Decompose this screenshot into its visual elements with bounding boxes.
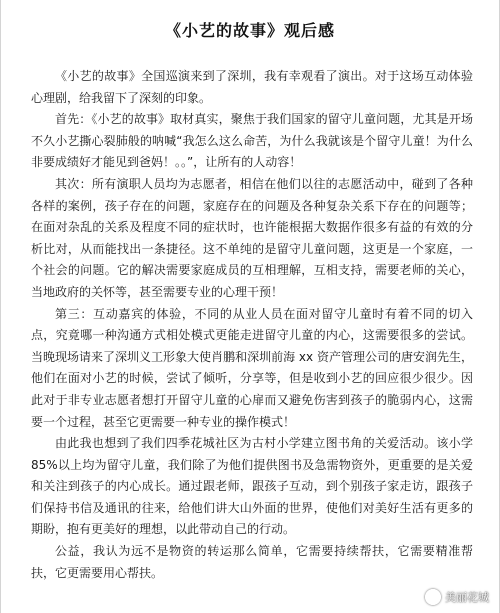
watermark-text: 美丽花城 [445,591,489,604]
document-title: 《小艺的故事》观后感 [164,21,335,40]
paragraph-community: 由此我也想到了我们四季花城社区为古村小学建立图书角的关爱活动。该小学 85%以上均为留守儿童，我们除了为他们提供图书及急需物资外，更重要的是关爱和关注到孩子的内心成长。通过跟老师，跟孩子互动，到个别孩子家走访，跟孩子们保持书信及通讯的往来，给他们讲大山外面的世界，使他们对美好生活有更多的期盼，抱有更美好的理想，以此带动自己的行动。 [31,436,473,537]
brand-logo-icon [425,589,441,605]
paragraph-intro: 《小艺的故事》全国巡演来到了深圳，我有幸观看了演出。对于这场互动体验心理剧，给我留下了深刻的印象。 [31,69,473,105]
watermark [425,589,489,605]
paragraph-third: 第三：互动嘉宾的体验，不同的从业人员在面对留守儿童时有着不同的切入点，究竟哪一种沟通方式相处模式更能走进留守儿童的内心，这需要很多的尝试。当晚现场请来了深圳义工形象大使肖鹏和深圳前海 xx 资产管理公司的唐安润先生，他们在面对小艺的时候，尝试了倾听，分享等，但是收到小艺的回应很少很少。因此对于非专业志愿者想打开留守儿童的心扉而又避免伤害到孩子的脆弱内心，这需要一个过程，甚至它更需要一种专业的操作模式！ [31,306,473,429]
paragraph-second: 其次：所有演职人员均为志愿者，相信在他们以往的志愿活动中，碰到了各种各样的案例，孩子存在的问题，家庭存在的问题及各种复杂关系下存在的问题等；在面对杂乱的关系及程度不同的症状时，也许能根据大数据作很多有益的有效的分析比对，从而能找出一条捷径。这不单纯的是留守儿童问题，这更是一个家庭，一个社会的问题。它的解决需要家庭成员的互相理解，互相支持，需要老师的关心，当地政府的关怀等，甚至需要专业的心理干预！ [31,176,473,299]
paragraph-conclusion: 公益，我认为远不是物资的转运那么简单，它需要持续帮扶，它需要精准帮扶，它更需要用心帮扶。 [31,544,473,580]
document-body [31,66,473,584]
paragraph-first: 首先：《小艺的故事》取材真实，聚焦于我们国家的留守儿童问题，尤其是开场不久小艺撕心裂肺般的呐喊“我怎么这么命苦，为什么我就该是个留守儿童！为什么非要成绩好才能见到爸妈！。。”，让所有的人动容！ [31,112,473,170]
